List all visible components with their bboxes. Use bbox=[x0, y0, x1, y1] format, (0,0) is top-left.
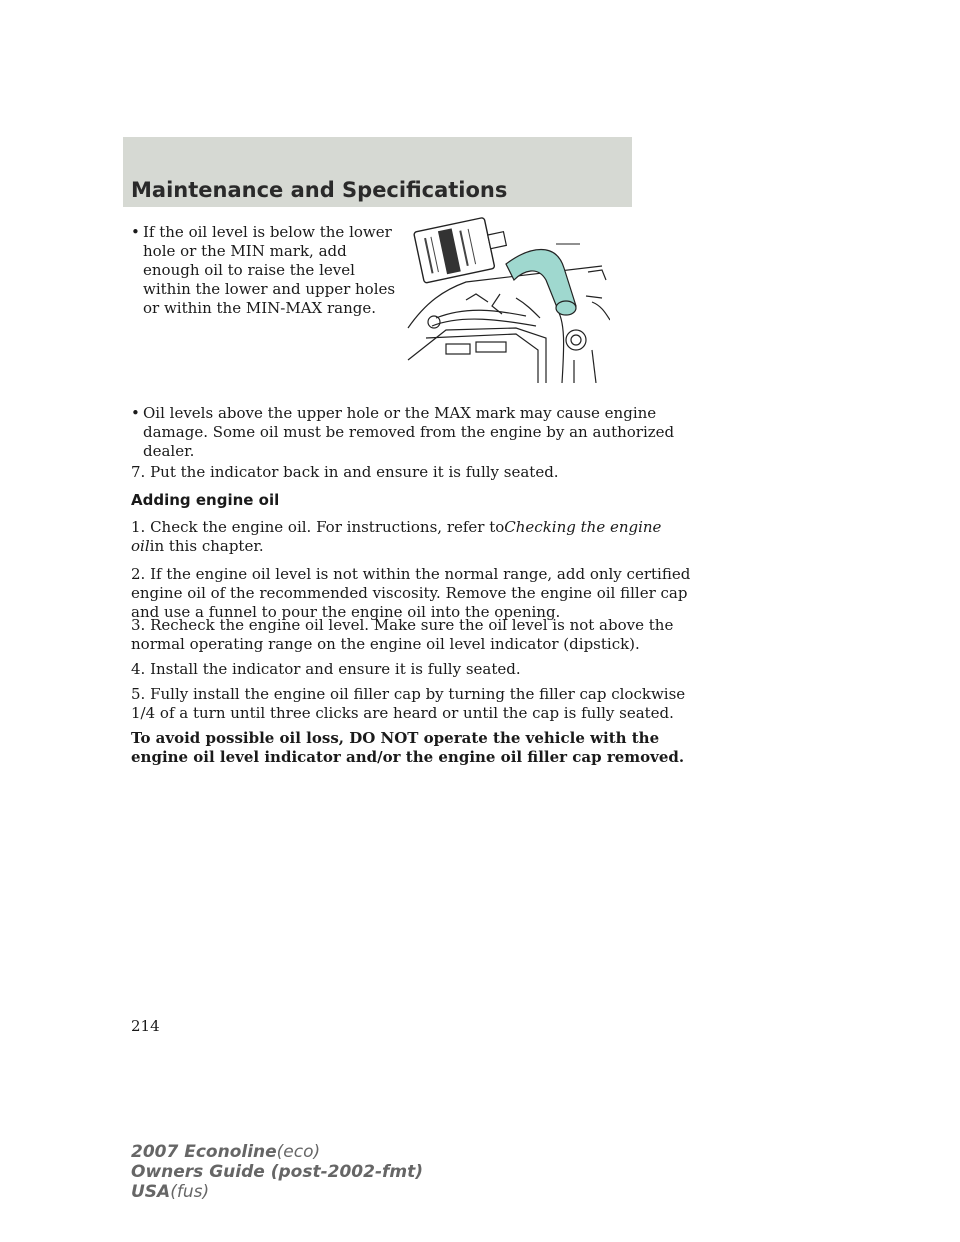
section-heading: Adding engine oil bbox=[131, 491, 280, 509]
step-2-line: engine oil of the recommended viscosity. Remove the engine oil filler cap bbox=[131, 584, 688, 602]
bullet-line: enough oil to raise the level bbox=[143, 261, 355, 279]
document-footer bbox=[131, 1142, 423, 1202]
footer-model: 2007 Econoline bbox=[131, 1142, 277, 1162]
step-4: 4. Install the indicator and ensure it is fully seated. bbox=[131, 660, 521, 678]
step-5 bbox=[131, 685, 685, 723]
bullet-line: dealer. bbox=[143, 442, 195, 460]
warning-line: To avoid possible oil loss, DO NOT operate the vehicle with the bbox=[131, 729, 660, 747]
chapter-reference-cont: oil bbox=[131, 537, 150, 555]
step-2 bbox=[131, 565, 690, 622]
engine-oil-filling-illustration bbox=[406, 210, 610, 383]
bullet-line: If the oil level is below the lower bbox=[143, 223, 392, 241]
chapter-reference: Checking the engine bbox=[504, 518, 662, 536]
warning-line: engine oil level indicator and/or the engine oil filler cap removed. bbox=[131, 748, 685, 766]
step-7: 7. Put the indicator back in and ensure it is fully seated. bbox=[131, 463, 559, 481]
footer-guide: Owners Guide (post-2002-fmt) bbox=[131, 1162, 424, 1182]
footer-model-code: (eco) bbox=[276, 1142, 321, 1162]
footer-market: USA bbox=[131, 1182, 171, 1202]
bullet-line: Oil levels above the upper hole or the MAX mark may cause engine bbox=[143, 404, 657, 422]
page-number: 214 bbox=[131, 1017, 160, 1035]
step-3-line: normal operating range on the engine oil level indicator (dipstick). bbox=[131, 635, 640, 653]
bullet-line: or within the MIN-MAX range. bbox=[143, 299, 376, 317]
bullet-line: damage. Some oil must be removed from the engine by an authorized bbox=[143, 423, 675, 441]
step-1 bbox=[131, 518, 661, 556]
step-1-suffix: in this chapter. bbox=[149, 537, 264, 555]
section-title: Maintenance and Specifications bbox=[131, 178, 508, 202]
footer-market-code: (fus) bbox=[170, 1182, 210, 1202]
bullet-symbol: • bbox=[131, 223, 140, 241]
step-1-text: 1. Check the engine oil. For instructions, refer to bbox=[131, 518, 505, 536]
bullet-symbol: • bbox=[131, 404, 140, 422]
step-3 bbox=[131, 616, 673, 654]
step-5-line: 1/4 of a turn until three clicks are heard or until the cap is fully seated. bbox=[131, 704, 674, 722]
step-2-line: 2. If the engine oil level is not within the normal range, add only certified bbox=[131, 565, 691, 583]
step-2-line: and use a funnel to pour the engine oil into the opening. bbox=[131, 603, 561, 621]
step-3-line: 3. Recheck the engine oil level. Make sure the oil level is not above the bbox=[131, 616, 674, 634]
step-5-line: 5. Fully install the engine oil filler cap by turning the filler cap clockwise bbox=[131, 685, 686, 703]
warning-text bbox=[131, 729, 684, 767]
bullet-line: hole or the MIN mark, add bbox=[143, 242, 347, 260]
bullet-line: within the lower and upper holes bbox=[143, 280, 396, 298]
